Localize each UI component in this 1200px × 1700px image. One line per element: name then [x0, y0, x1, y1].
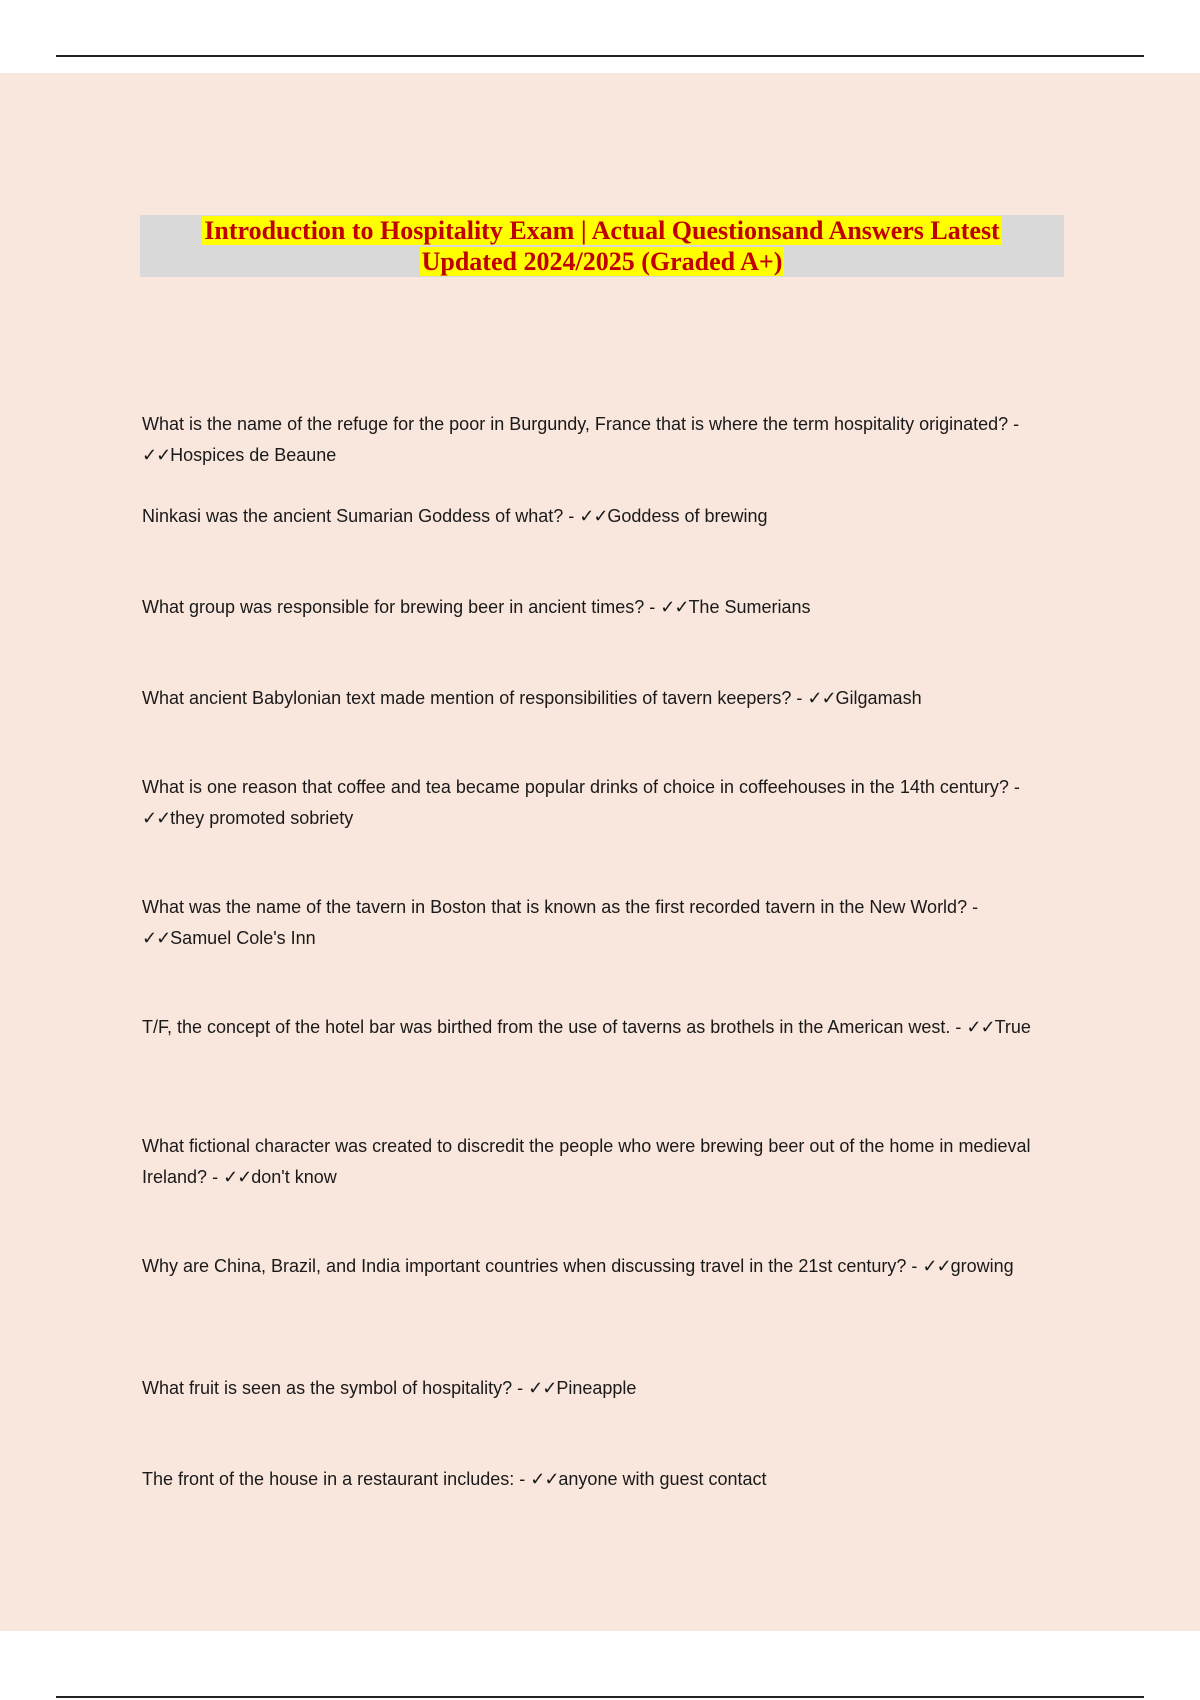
answer-text: don't know: [251, 1167, 337, 1187]
question-text: What group was responsible for brewing beer in ancient times?: [142, 597, 645, 617]
double-check-icon: ✓✓: [223, 1167, 252, 1187]
title-line-1: Introduction to Hospitality Exam | Actual Questionsand Answers Latest: [204, 216, 1000, 245]
question-text: T/F, the concept of the hotel bar was birthed from the use of taverns as brothels in the American west.: [142, 1017, 951, 1037]
separator: -: [514, 1469, 531, 1489]
qa-item: [142, 1464, 1062, 1495]
qa-item: [142, 409, 1062, 471]
top-rule: [56, 55, 1144, 57]
separator: -: [1008, 777, 1020, 797]
separator: -: [1008, 414, 1020, 434]
qa-item: [142, 892, 1062, 954]
question-text: Ninkasi was the ancient Sumarian Goddess of what?: [142, 506, 564, 526]
answer-text: they promoted sobriety: [170, 808, 354, 828]
question-text: What was the name of the tavern in Boston that is known as the first recorded tavern in the New World?: [142, 897, 968, 917]
answer-text: True: [994, 1017, 1031, 1037]
answer-text: anyone with guest contact: [558, 1469, 767, 1489]
question-text: What fictional character was created to discredit the people who were brewing beer out of the home in medieval Ireland?: [142, 1136, 1031, 1187]
qa-item: [142, 1012, 1062, 1043]
separator: -: [967, 897, 979, 917]
question-text: What is one reason that coffee and tea became popular drinks of choice in coffeehouses in the 14th century?: [142, 777, 1009, 797]
qa-item: [142, 592, 1062, 623]
answer-text: Goddess of brewing: [607, 506, 768, 526]
separator: -: [512, 1378, 529, 1398]
qa-item: [142, 501, 1062, 532]
qa-item: [142, 683, 1062, 714]
answer-text: Samuel Cole's Inn: [170, 928, 316, 948]
separator: -: [207, 1167, 224, 1187]
double-check-icon: ✓✓: [966, 1017, 995, 1037]
answer-text: Hospices de Beaune: [170, 445, 337, 465]
double-check-icon: ✓✓: [142, 445, 171, 465]
double-check-icon: ✓✓: [579, 506, 608, 526]
question-text: What is the name of the refuge for the poor in Burgundy, France that is where the term hospitality originated?: [142, 414, 1009, 434]
question-text: What fruit is seen as the symbol of hospitality?: [142, 1378, 513, 1398]
qa-item: [142, 772, 1062, 834]
double-check-icon: ✓✓: [142, 928, 171, 948]
answer-text: growing: [950, 1256, 1014, 1276]
answer-text: Pineapple: [556, 1378, 637, 1398]
qa-item: [142, 1251, 1062, 1282]
separator: -: [644, 597, 661, 617]
double-check-icon: ✓✓: [807, 688, 836, 708]
separator: -: [791, 688, 808, 708]
answer-text: Gilgamash: [835, 688, 922, 708]
double-check-icon: ✓✓: [142, 808, 171, 828]
answer-text: The Sumerians: [688, 597, 811, 617]
double-check-icon: ✓✓: [528, 1378, 557, 1398]
question-text: Why are China, Brazil, and India important countries when discussing travel in the 21st century?: [142, 1256, 907, 1276]
title-line-2: Updated 2024/2025 (Graded A+): [421, 247, 783, 276]
qa-item: [142, 1373, 1062, 1404]
separator: -: [950, 1017, 967, 1037]
qa-item: [142, 1131, 1062, 1193]
separator: -: [906, 1256, 923, 1276]
question-text: What ancient Babylonian text made mention of responsibilities of tavern keepers?: [142, 688, 792, 708]
double-check-icon: ✓✓: [660, 597, 689, 617]
double-check-icon: ✓✓: [530, 1469, 559, 1489]
double-check-icon: ✓✓: [922, 1256, 951, 1276]
separator: -: [563, 506, 580, 526]
document-sheet: [0, 73, 1200, 1631]
bottom-rule: [56, 1696, 1144, 1698]
question-text: The front of the house in a restaurant includes:: [142, 1469, 515, 1489]
title-banner: [140, 215, 1064, 277]
